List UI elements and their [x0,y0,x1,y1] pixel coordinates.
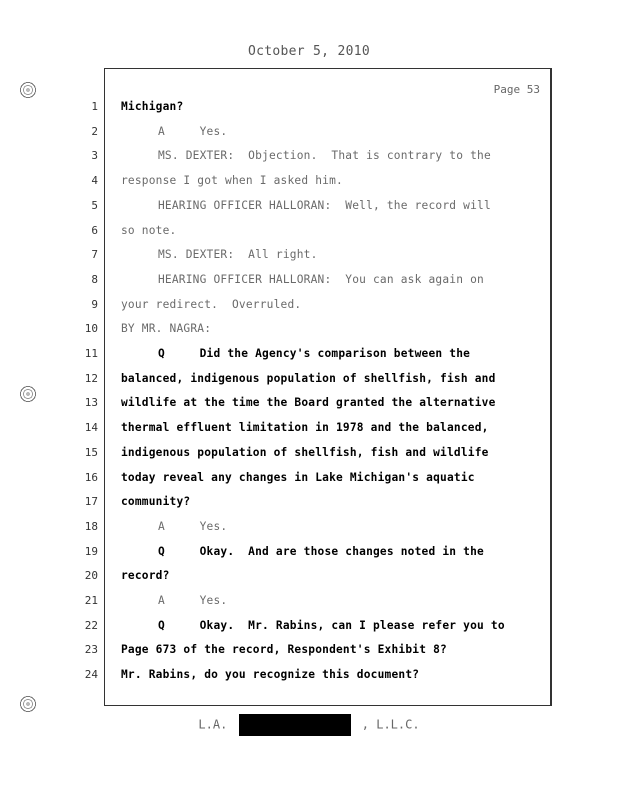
transcript-line [0,520,618,545]
transcript-line [0,174,618,199]
transcript-line [0,273,618,298]
line-text: A Yes. [158,124,228,138]
line-text: Q Okay. And are those changes noted in the [158,544,484,558]
line-number: 10 [84,322,98,336]
line-number: 11 [84,347,98,360]
transcript-line [0,594,618,619]
line-number: 15 [84,445,98,459]
line-text: Q Did the Agency's comparison between the [158,347,471,360]
transcript-line [0,421,618,446]
line-text: MS. DEXTER: Objection. That is contrary to the [158,149,491,163]
line-number: 9 [91,297,98,311]
line-number: 3 [91,149,98,163]
transcript-line [0,149,618,174]
transcript-line [0,471,618,496]
transcript-line [0,396,618,421]
line-number: 12 [84,371,98,385]
transcript-line [0,446,618,471]
binder-hole-icon [18,694,38,714]
line-number: 13 [84,396,98,410]
transcript-date-header: October 5, 2010 [248,44,370,59]
transcript-line [0,545,618,570]
transcript-line [0,372,618,397]
line-text: A Yes. [158,519,228,533]
line-text: Page 673 of the record, Respondent's Exhibit 8? [121,643,447,657]
line-number: 16 [84,470,98,484]
line-number: 22 [84,618,98,632]
line-text: MS. DEXTER: All right. [158,248,318,262]
reporter-footer [0,714,618,736]
line-text: thermal effluent limitation in 1978 and the balanced, [121,421,489,435]
line-text: record? [121,569,170,583]
line-number: 18 [84,519,98,533]
transcript-line [0,224,618,249]
line-text: BY MR. NAGRA: [121,322,212,336]
transcript-line [0,322,618,347]
binder-hole-icon [18,80,38,100]
line-text: response I got when I asked him. [121,174,343,188]
line-number: 8 [91,272,98,286]
line-number: 19 [84,544,98,558]
line-text: indigenous population of shellfish, fish and wildlife [121,445,489,459]
line-text: Mr. Rabins, do you recognize this document? [121,668,420,682]
line-text: HEARING OFFICER HALLORAN: Well, the record will [158,198,491,212]
line-number: 1 [91,100,98,113]
line-number: 14 [84,421,98,435]
line-text: Q Okay. Mr. Rabins, can I please refer you to [158,618,505,632]
line-number: 7 [91,248,98,262]
footer-left-text: L.A. [198,717,228,732]
line-text: wildlife at the time the Board granted the alternative [121,396,496,410]
page-number: Page 53 [493,83,540,96]
line-number: 21 [84,594,98,607]
transcript-line [0,569,618,594]
footer-right-text: , L.L.C. [361,717,420,732]
line-text: today reveal any changes in Lake Michigan's aquatic [121,470,475,484]
line-number: 6 [91,223,98,237]
line-text: community? [121,495,191,509]
line-text: Michigan? [121,100,184,113]
line-number: 5 [91,198,98,212]
transcript-line [0,619,618,644]
line-number: 20 [84,569,98,583]
redaction-bar [239,714,351,736]
transcript-line [0,643,618,668]
transcript-line [0,199,618,224]
line-number: 23 [84,643,98,657]
transcript-line [0,125,618,150]
line-text: so note. [121,223,177,237]
transcript-line [0,495,618,520]
line-text: your redirect. Overruled. [121,297,302,311]
line-number: 17 [84,495,98,509]
transcript-line [0,668,618,693]
line-number: 24 [84,668,98,682]
line-text: A Yes. [158,594,228,607]
transcript-line [0,347,618,372]
transcript-line [0,100,618,125]
transcript-line [0,298,618,323]
line-text: HEARING OFFICER HALLORAN: You can ask again on [158,272,484,286]
line-number: 2 [91,124,98,138]
line-number: 4 [91,174,98,188]
transcript-line [0,248,618,273]
line-text: balanced, indigenous population of shellfish, fish and [121,371,496,385]
